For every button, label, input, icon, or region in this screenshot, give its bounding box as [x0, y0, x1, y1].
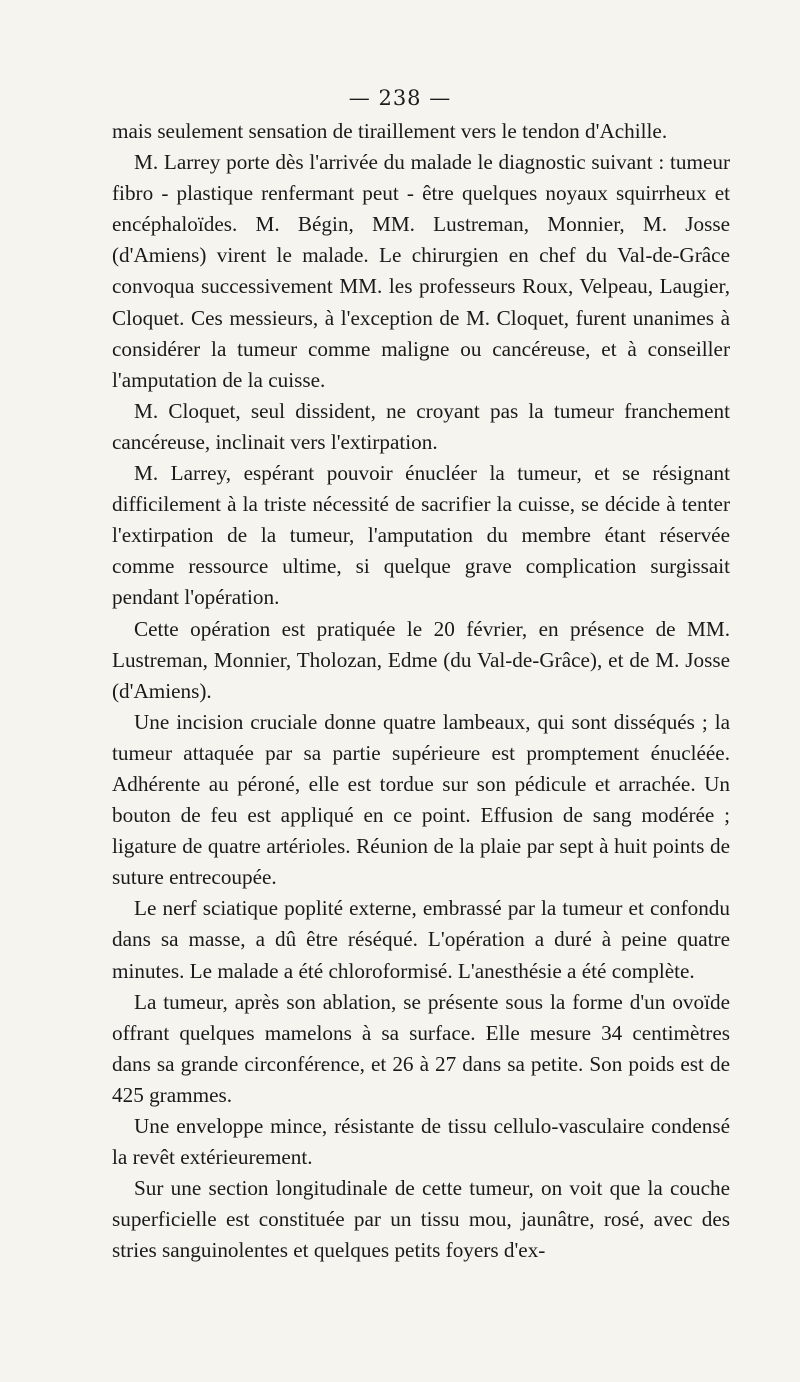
paragraph: La tumeur, après son ablation, se présente sous la forme d'un ovoïde offrant quelques mamelons à sa surface. Elle mesure 34 centimètres dans sa grande circonférence, et 26 à 27 dans sa petite. Son poids est de 425 grammes. [112, 989, 730, 1107]
paragraph: Cette opération est pratiquée le 20 février, en présence de MM. Lustreman, Monnier, Tholozan, Edme (du Val-de-Grâce), et de M. Josse (d'Amiens). [112, 616, 730, 703]
paragraph: Sur une section longitudinale de cette tumeur, on voit que la couche superficielle est constituée par un tissu mou, jaunâtre, rosé, avec des stries sanguinolentes et quelques petits foyers d'ex- [112, 1176, 730, 1263]
paragraph: Le nerf sciatique poplité externe, embrassé par la tumeur et confondu dans sa masse, a dû être réséqué. L'opération a duré à peine quatre minutes. Le malade a été chloroformisé. L'anesthésie a été complète. [112, 896, 730, 983]
paragraph: mais seulement sensation de tiraillement vers le tendon d'Achille. [112, 119, 668, 143]
page-number: — 238 — [348, 86, 452, 110]
body-text [112, 116, 730, 1266]
paragraph: M. Cloquet, seul dissident, ne croyant pas la tumeur franchement cancéreuse, inclinait vers l'extirpation. [112, 398, 730, 454]
paragraph: Une enveloppe mince, résistante de tissu cellulo-vasculaire condensé la revêt extérieurement. [112, 1114, 730, 1170]
paragraph: M. Larrey porte dès l'arrivée du malade le diagnostic suivant : tumeur fibro - plastique renfermant peut - être quelques noyaux squirrheux et encéphaloïdes. M. Bégin, MM. Lustreman, Monnier, M. Josse (d'Amiens) virent le malade. Le chirurgien en chef du Val-de-Grâce convoqua successivement MM. les professeurs Roux, Velpeau, Laugier, Cloquet. Ces messieurs, à l'exception de M. Cloquet, furent unanimes à considérer la tumeur comme maligne ou cancéreuse, et à conseiller l'amputation de la cuisse. [112, 150, 730, 392]
paragraph: M. Larrey, espérant pouvoir énucléer la tumeur, et se résignant difficilement à la triste nécessité de sacrifier la cuisse, se décide à tenter l'extirpation de la tumeur, l'amputation du membre étant réservée comme ressource ultime, si quelque grave complication surgissait pendant l'opération. [112, 461, 730, 610]
paragraph: Une incision cruciale donne quatre lambeaux, qui sont disséqués ; la tumeur attaquée par sa partie supérieure est promptement énucléée. Adhérente au péroné, elle est tordue sur son pédicule et arrachée. Un bouton de feu est appliqué en ce point. Effusion de sang modérée ; ligature de quatre artérioles. Réunion de la plaie par sept à huit points de suture entrecoupée. [112, 709, 730, 890]
